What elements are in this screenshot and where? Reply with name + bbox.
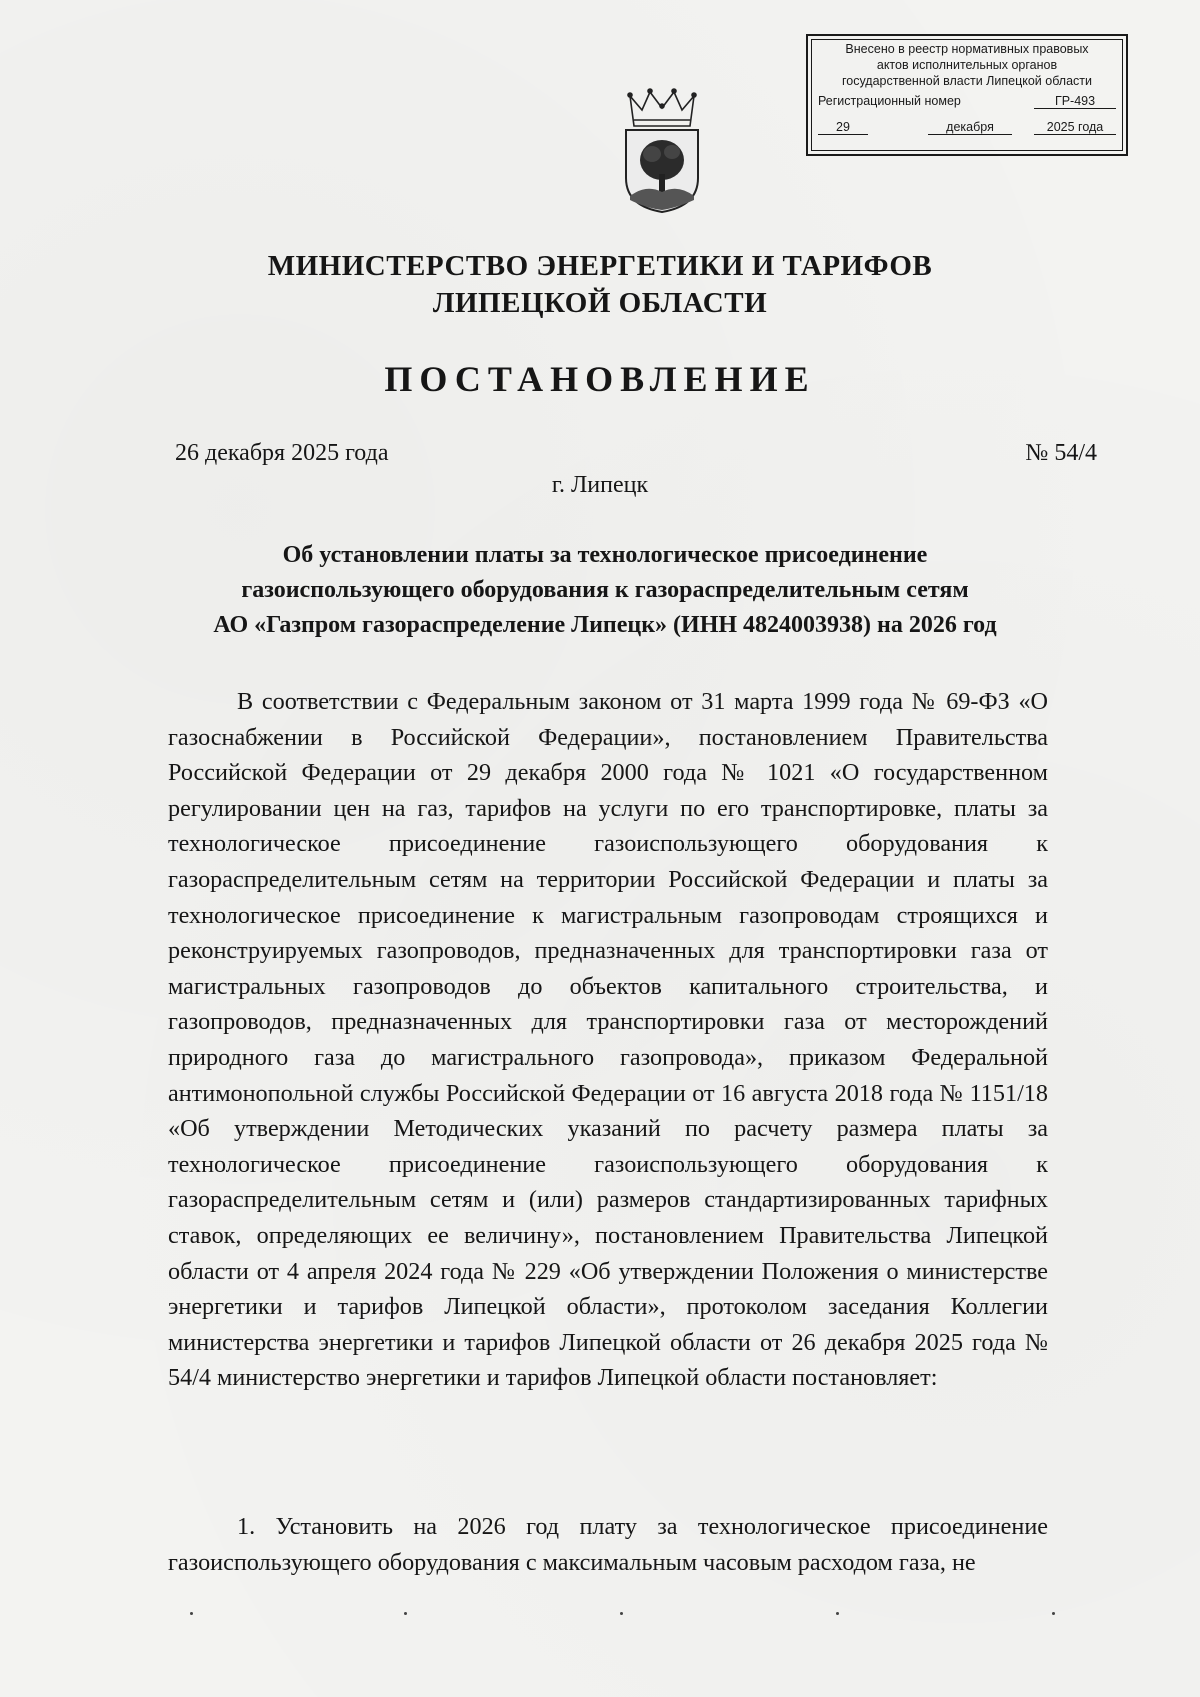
lipetsk-coat-of-arms-icon: [616, 88, 708, 214]
scan-dot: [404, 1612, 407, 1615]
document-type-title: ПОСТАНОВЛЕНИЕ: [384, 359, 816, 399]
subject-line-1: Об установлении платы за технологическое присоединение: [282, 542, 928, 568]
stamp-reg-label: Регистрационный номер: [818, 94, 961, 108]
stamp-year: 2025 года: [1034, 120, 1116, 135]
ministry-name-line-2: ЛИПЕЦКОЙ ОБЛАСТИ: [432, 287, 768, 319]
stamp-date: [818, 120, 1116, 138]
stamp-reg-number: ГР-493: [1034, 94, 1116, 109]
subject-line-2: газоиспользующего оборудования к газораспределительным сетям: [241, 577, 969, 603]
scan-dot: [190, 1612, 193, 1615]
stamp-line-3: государственной власти Липецкой области: [841, 74, 1093, 88]
scan-dot: [836, 1612, 839, 1615]
subject-line-3: АО «Газпром газораспределение Липецк» (ИНН 4824003938) на 2026 год: [213, 612, 997, 638]
scan-dot: [620, 1612, 623, 1615]
clause-1-paragraph: 1. Установить на 2026 год плату за технологическое присоединение газоиспользующего оборудования с максимальным часовым расходом газа, не: [168, 1513, 1048, 1576]
preamble-paragraph: В соответствии с Федеральным законом от 31 марта 1999 года № 69-ФЗ «О газоснабжении в Российской Федерации», постановлением Правительства Российской Федерации от 29 декабря 2000 года № 1021 «О государственном регулировании цен на газ, тарифов на услуги по его транспортировке, платы за технологическое присоединение газоиспользующего оборудования к газораспределительным сетям на территории Российской Федерации и платы за технологическое присоединение к магистральным газопроводам строящихся и реконструируемых газопроводов, предназначенных для транспортировки газа от магистральных газопроводов до объектов капитального строительства, и газопроводов, предназначенных для транспортировки газа от месторождений природного газа до магистрального газопровода», приказом Федеральной антимонопольной службы Российской Федерации от 16 августа 2018 года № 1151/18 «Об утверждении Методических указаний по расчету размера платы за технологическое присоединение газоиспользующего оборудования к газораспределительным сетям и (или) размеров стандартизированных тарифных ставок, определяющих ее величину», постановлением Правительства Липецкой области от 4 апреля 2024 года № 229 «Об утверждении Положения о министерстве энергетики и тарифов Липецкой области», протоколом заседания Коллегии министерства энергетики и тарифов Липецкой области от 26 декабря 2025 года № 54/4 министерство энергетики и тарифов Липецкой области постановляет:: [168, 688, 1048, 1392]
document-date: 26 декабря 2025 года: [175, 440, 389, 466]
stamp-month: декабря: [928, 120, 1012, 135]
document-city: г. Липецк: [551, 472, 649, 498]
stamp-line-1: Внесено в реестр нормативных правовых: [845, 42, 1089, 56]
stamp-day: 29: [818, 120, 868, 135]
document-subject: [160, 538, 1050, 643]
stamp-registration: [818, 94, 1116, 108]
ministry-name-line-1: МИНИСТЕРСТВО ЭНЕРГЕТИКИ И ТАРИФОВ: [267, 250, 933, 282]
scan-dot: [1052, 1612, 1055, 1615]
scan-artifact-dots: [0, 1612, 1200, 1622]
registry-stamp: [806, 34, 1128, 156]
stamp-line-2: актов исполнительных органов: [876, 58, 1058, 72]
document-number: № 54/4: [1025, 440, 1097, 466]
